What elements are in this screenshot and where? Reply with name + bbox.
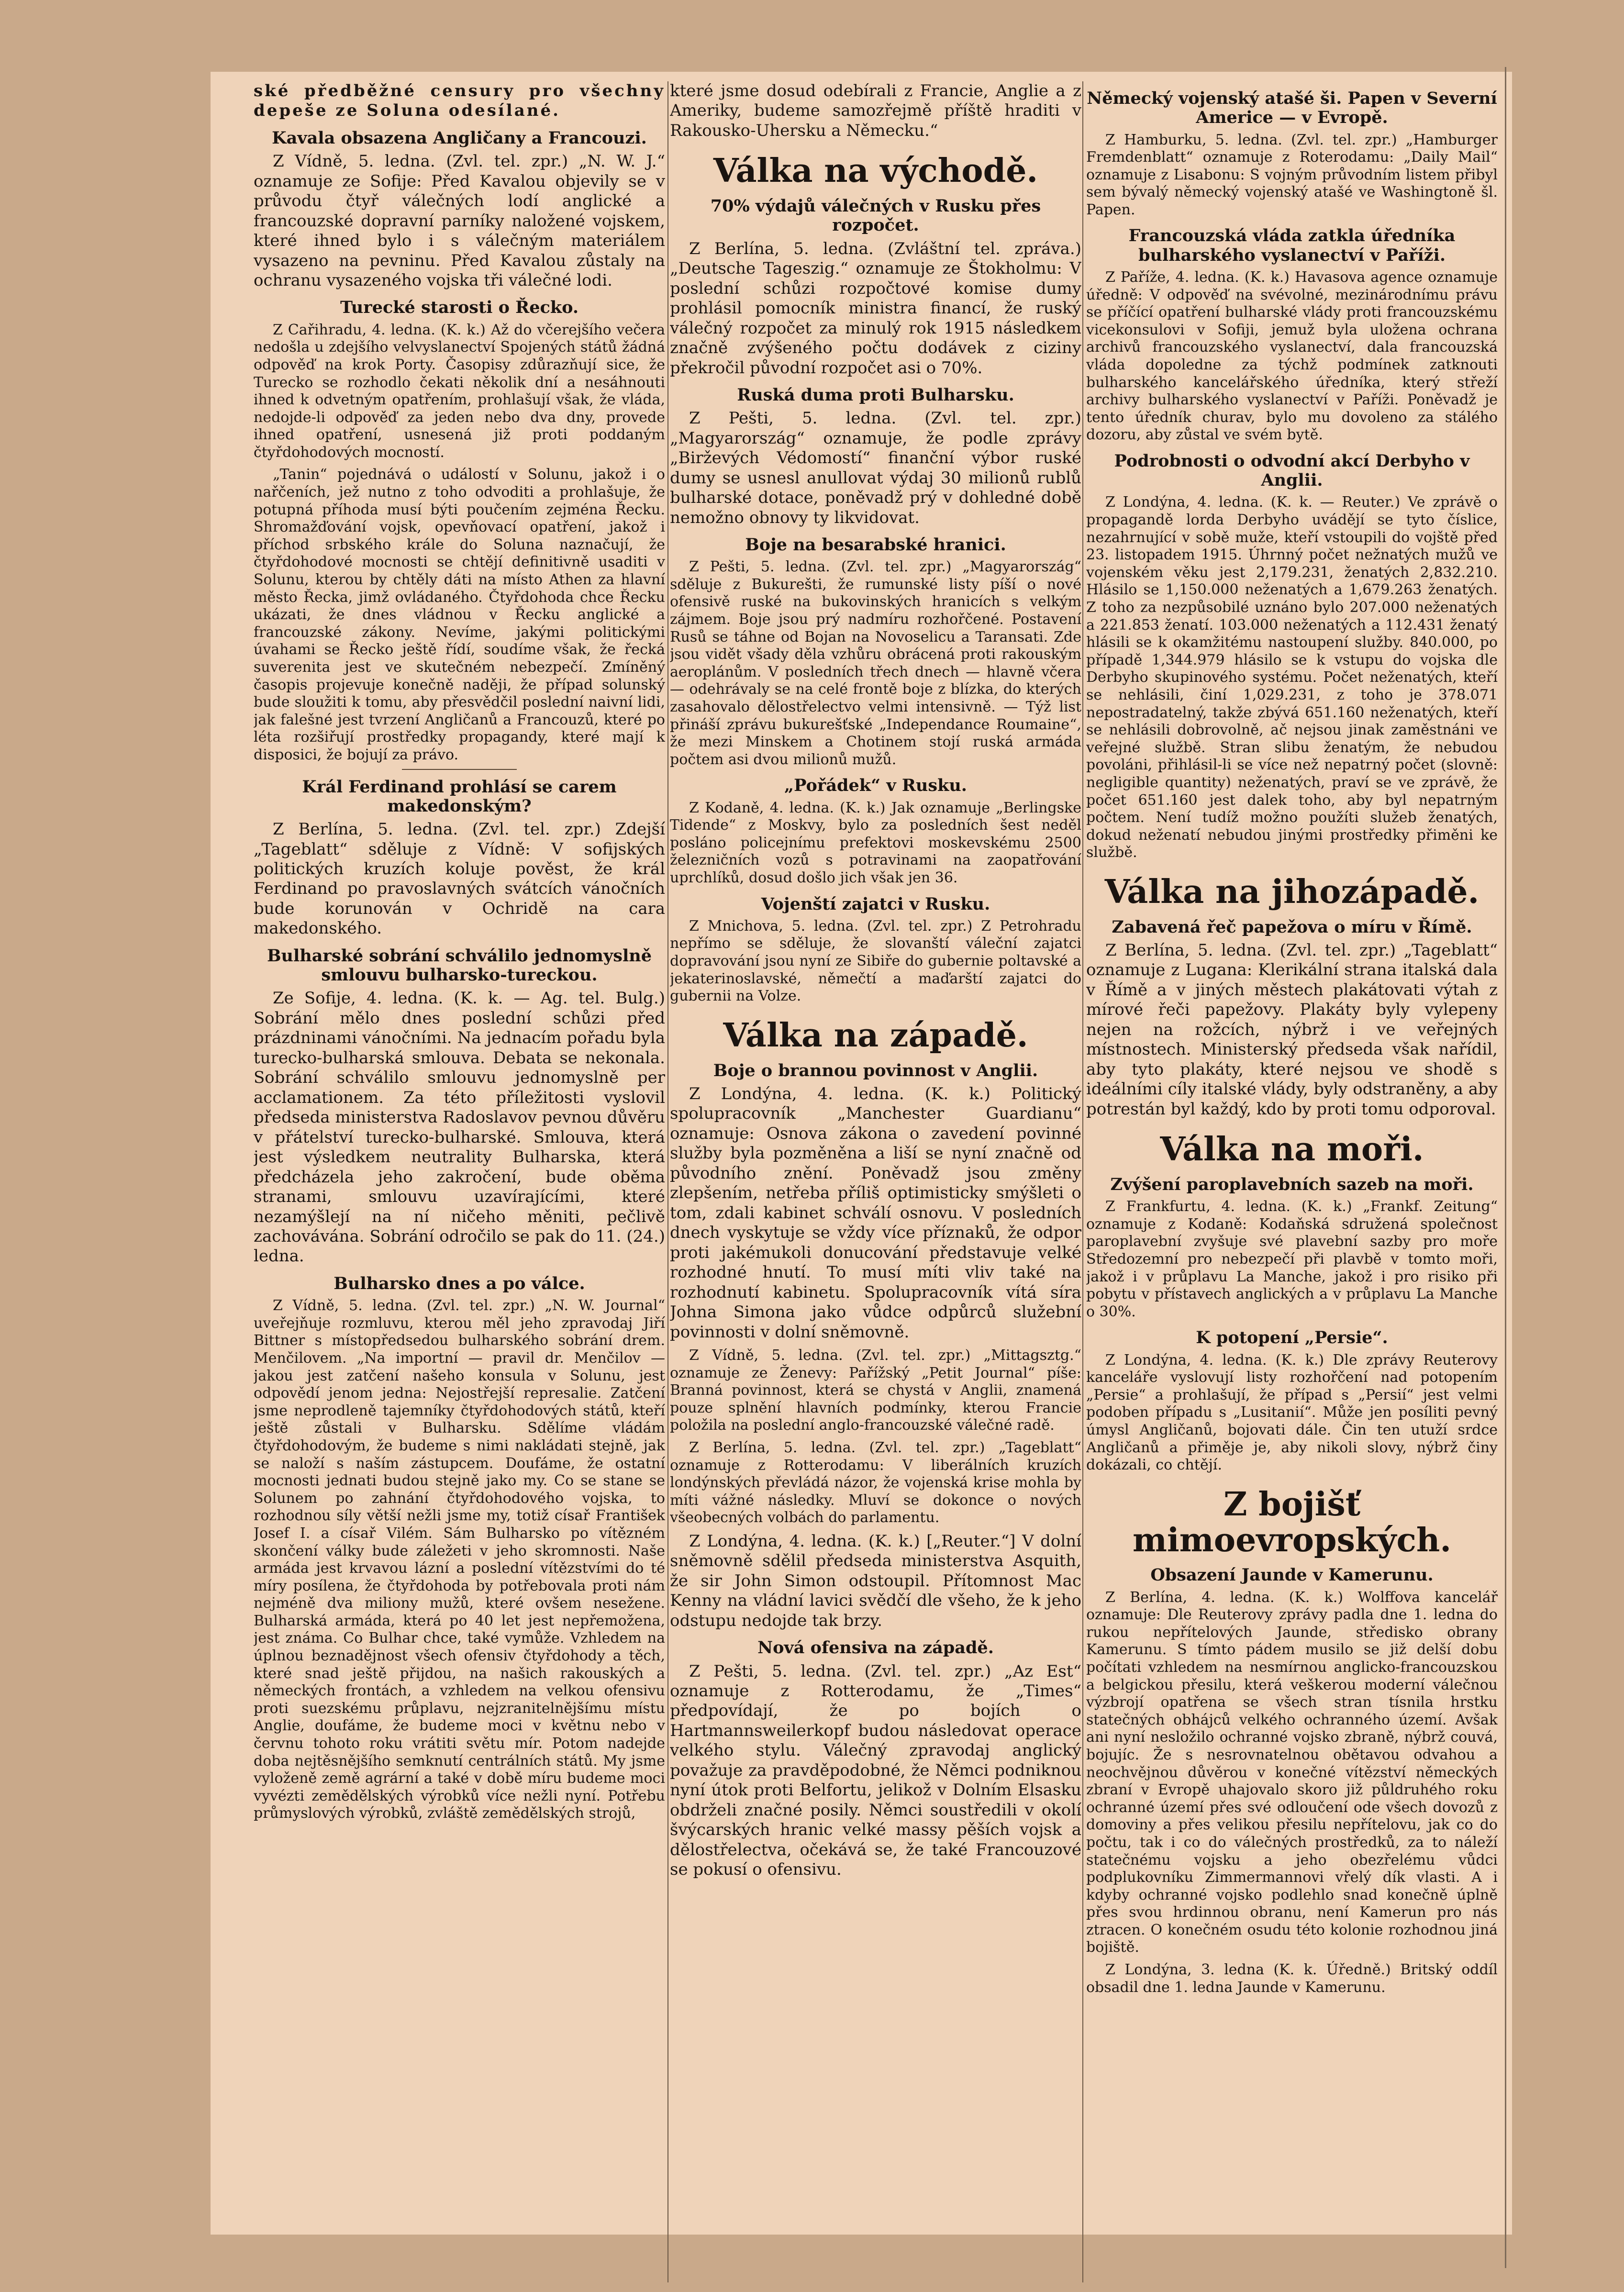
headline: Zvýšení paroplavebních sazeb na moři. <box>1110 1174 1474 1194</box>
article-text: Z Londýna, 4. ledna. (K. k.) [„Reuter.“] V dolní sněmovně sdělil předseda ministerstva Asquith, že sir John Simon odstoupil. Přítomnost Mac Kenny na vládní lavici svědčí dle všeho, že k jeho odstupu nedojde tak brzy. <box>670 1531 1081 1630</box>
section-title: Válka na jihozápadě. <box>1104 872 1479 911</box>
article-text: Z Berlína, 5. ledna. (Zvl. tel. zpr.) „Tageblatt“ oznamuje z Rotterodamu: V liberálních kruzích londýnských převládá názor, že vojenská krise mohla by míti vážné následky. Mluví se dokonce o nových všeobecných volbách do parlamentu. <box>670 1439 1081 1526</box>
headline: Zabavená řeč papežova o míru v Římě. <box>1112 917 1472 937</box>
headline: Kavala obsazena Angličany a Francouzi. <box>272 128 647 148</box>
article-text: Z Frankfurtu, 4. ledna. (K. k.) „Frankf. Zeitung“ oznamuje z Kodaně: Kodaňská sdružená společnost paroplavební zvyšuje své plavební sazby pro moře Středozemní pro nebezpečí při plavbě v tomto moři, jakož i v průplavu La Manche, jakož i pro risiko při pobytu v přístavech anglických a v průplavu La Manche o 30%. <box>1086 1198 1498 1320</box>
article-text: Z Berlína, 5. ledna. (Zvl. tel. zpr.) „Tageblatt“ oznamuje z Lugana: Klerikální strana italská dala v Římě a v jiných městech plakátovati výtah z mírové řeči papežovy. Plakáty byly vylepeny nejen na rožcích, nýbrž i ve veřejných místnostech. Ministerský předseda však nařídil, aby tyto plakáty, které nejsou ve shodě s ideálními cíly italské vlády, byly odstraněny, a aby potrestán byl každý, kdo by proti tomu odporoval. <box>1086 940 1498 1119</box>
headline: Německý vojenský atašé ši. Papen v Severní Americe — v Evropě. <box>1087 89 1497 128</box>
headline: 70% výdajů válečných v Rusku přes rozpočet. <box>710 196 1041 235</box>
section-title: Válka na západě. <box>723 1016 1028 1055</box>
article-text: Z Londýna, 4. ledna. (K. k.) Politický spolupracovník „Manchester Guardianu“ oznamuje: Osnova zákona o zavedení povinné služby byla pozměněna a liší se nyní značně od původního znění. Poněvadž jsou změny zlepšením, netřeba příliš optimisticky smýšleti o tom, zdali kabinet schválí osnovu. V posledních dnech vyskytuje se vždy více příznaků, že odpor proti jakémukoli donucování představuje velké rozhodné hnutí. To musí míti vliv také na rozhodnutí kabinetu. Spolupracovník vítá síra Johna Simona jako vůdce odpůrců služební povinnosti v dolní sněmovně. <box>670 1084 1081 1342</box>
headline: „Pořádek“ v Rusku. <box>784 776 967 796</box>
headline: Bulharsko dnes a po válce. <box>334 1273 585 1293</box>
headline: Boje na besarabské hranici. <box>745 535 1006 555</box>
column-1 <box>254 81 665 2292</box>
headline: Bulharské sobrání schválilo jednomyslně smlouvu bulharsko-tureckou. <box>267 946 652 985</box>
article-text: Ze Sofije, 4. ledna. (K. k. — Ag. tel. Bulg.) Sobrání mělo dnes poslední schůzi před prázdninami vánočními. Na jednacím pořadu byla turecko-bulharská smlouva. Debata se nekonala. Sobrání schválilo smlouvu jednomyslně per acclamationem. Za této příležitosti vyslovil předseda ministerstva Radoslavov pevnou důvěru v přátelství turecko-bulharské. Smlouva, která jest výsledkem neutrality Bulharska, která předcházela jeho zakročení, bude oběma stranami, smlouvu uzavírajícími, které nezamýšlejí na ní ničeho měniti, pečlivě zachovávána. Sobrání odročilo se pak do 11. (24.) ledna. <box>254 989 665 1266</box>
article-text: Z Pešti, 5. ledna. (Zvl. tel. zpr.) „Magyarország“ oznamuje, že podle zprávy „Birževých Védomostí“ finanční výbor ruské dumy se usnesl anullovat výdaj 30 milionů rublů bulharské dotace, poněvadž prý v dohledné době nemožno obnovy ty likvidovat. <box>670 409 1081 527</box>
column-2 <box>670 81 1081 2292</box>
article-text: Z Kodaně, 4. ledna. (K. k.) Jak oznamuje „Berlingske Tidende“ z Moskvy, bylo za posledních šest neděl posláno policejnímu prefektovi moskevskému 2500 železničních vozů s potravinami na zaopatřování uprchlíků, dosud došlo jich však jen 36. <box>670 799 1081 887</box>
headline: K potopení „Persie“. <box>1196 1328 1388 1348</box>
article-text: Z Londýna, 4. ledna. (K. k.) Dle zprávy Reuterovy kanceláře vyslovují listy rozhořčení nad potopením „Persie“ a prohlašují, že případ s „Persií“ jest velmi podoben případu s „Lusitanií“. Může jen posíliti pevný úmysl Angličanů, bojovati dále. Čin ten utuží srdce Angličanů a přiměje je, aby nikoli slovy, nýbrž činy dokázali, co chtějí. <box>1086 1351 1498 1474</box>
article-text: Z Berlína, 5. ledna. (Zvláštní tel. zpráva.) „Deutsche Tageszig.“ oznamuje ze Štokholmu: V poslední schůzi rozpočtové komise dumy prohlásil pomocník ministra financí, že ruský válečný rozpočet za minulý rok 1915 následkem značně zvýšeného počtu dodávek z ciziny překročil původní rozpočet asi o 70%. <box>670 239 1081 378</box>
article-text: Z Berlína, 5. ledna. (Zvl. tel. zpr.) Zdejší „Tageblatt“ sděluje z Vídně: V sofijských politických kruzích koluje pověst, že král Ferdinand po pravoslavných svátcích vánočních bude korunován v Ochridě na cara makedonského. <box>254 820 665 938</box>
article-text: „Tanin“ pojednává o událostí v Solunu, jakož i o nařčeních, jež nutno z toho odvoditi a prohlašuje, že potupná příhoda musí býti poučením zejména Řecku. Shromažďování vojsk, opevňovací opatření, jakož i příchod srbského krále do Soluna naznačují, že čtyřdohodové mocnosti se chtějí definitivně usaditi v Solunu, kterou by chtěly dáti na místo Athen za hlavní město Řecka, jimž ovládaného. Čtyřdohoda chce Řecku ukázati, že dnes vládnou v Řecku anglické a francouzské zákony. Nevíme, jakými politickými úvahami se Řecko ještě řídí, soudíme však, že řecká suverenita jest ve skutečném nebezpečí. Zmíněný časopis projevuje konečně naději, že případ solunský bude sloužiti k tomu, aby přesvědčil poslední naivní lidi, jak falešné jest tvrzení Angličanů a Francouzů, které po léta rozšiřují prostředky propagandy, které mají k disposici, že bojují za právo. <box>254 466 665 763</box>
divider <box>402 769 517 770</box>
intro-text: ské předběžné censury pro všechny depeše ze Soluna odesílané. <box>254 81 665 121</box>
headline: Král Ferdinand prohlásí se carem makedonským? <box>302 777 617 816</box>
article-text: Z Cařihradu, 4. ledna. (K. k.) Až do včerejšího večera nedošla u zdejšího velvyslanectví Spojených států žádná odpověď na krok Porty. Časopisy zdůrazňují sice, že Turecko se rozhodlo čekati několik dní a nesáhnouti ihned k odvetným opatřením, prohlašují však, že vláda, nedojde-li odpověď za jeden nebo dva dny, provede ihned opatření, usnesená již proti poddaným čtyřdohodových mocností. <box>254 321 665 461</box>
article-text: Z Paříže, 4. ledna. (K. k.) Havasova agence oznamuje úředně: V odpověď na svévolné, mezinárodnímu právu se příčící opatření bulharské vlády proti francouzskému vicekonsulovi v Sofiji, jemuž byla uložena ochrana archivů francouzského vyslanectví, dala francouzská vláda dopoledne za týchž podmínek zatknouti bulharského kancelářského úředníka, který střeží archivy bulharského vyslanectví v Paříži. Poněvadž je tento úředník churav, bylo mu dovoleno za stálého dozoru, aby zůstal ve svém bytě. <box>1086 268 1498 444</box>
article-text: které jsme dosud odebírali z Francie, Anglie a z Ameriky, budeme samozřejmě příště hraditi v Rakousko-Uhersku a Německu.“ <box>670 81 1081 140</box>
headline: Podrobnosti o odvodní akcí Derbyho v Anglii. <box>1114 451 1470 490</box>
column-rule <box>667 81 668 2282</box>
column-rule <box>1082 81 1083 2282</box>
headline: Francouzská vláda zatkla úředníka bulharského vyslanectví v Paříži. <box>1128 226 1456 265</box>
headline: Ruská duma proti Bulharsku. <box>737 385 1014 405</box>
section-title: Válka na moři. <box>1160 1130 1424 1169</box>
article-text: Z Hamburku, 5. ledna. (Zvl. tel. zpr.) „Hamburger Fremdenblatt“ oznamuje z Roterodamu: „Daily Mail“ oznamuje z Lisabonu: S vojným průvodním listem přibyl sem bývalý německý vojenský atašé ve Washingtoně šl. Papen. <box>1086 131 1498 218</box>
column-3 <box>1086 81 1498 2292</box>
article-text: Z Londýna, 4. ledna. (K. k. — Reuter.) Ve zprávě o propagandě lorda Derbyho uvádějí se tyto číslice, nezahrnující v sobě muže, kteří vstoupili do vojště před 23. listopadem 1915. Úhrnný počet nežnatých mužů ve vojenském věku jest 2,179.231, ženatých 2,832.210. Hlásilo se 1,150.000 neženatých a 1,679.263 ženatých. Z toho za nezpůsobilé uznáno bylo 207.000 neženatých a 221.853 ženatí. 103.000 neženatých a 112.431 ženatý hlásili se k okamžitému nastoupení služby. 840.000, po případě 1,344.979 hlásilo se k vstupu do vojska dle Derbyho skupinového systému. Počet neženatých, kteří se nehlásili, činí 1,029.231, z toho je 378.071 nepostradatelný, takže zbývá 651.160 neženatých, kteří se nehlásili dobrovolně, ač nejsou jinak zaměstnáni ve veřejné službě. Stran slibu ženatým, že nebudou povoláni, přihlásil-li se více než nepatrný počet (slovně: negligible quantity) neženatých, praví se ve zprávě, že počet 651.160 jest dalek toho, aby byl nepatrným počtem. Není tudíž možno použíti služeb ženatých, dokud neženatí nebudou jinými prostředky přiměni ke službě. <box>1086 494 1498 861</box>
headline: Vojenští zajatci v Rusku. <box>761 894 990 914</box>
headline: Nová ofensiva na západě. <box>757 1638 994 1658</box>
article-text: Z Vídně, 5. ledna. (Zvl. tel. zpr.) „N. W. Journal“ uveřejňuje rozmluvu, kterou měl jeho zpravodaj Jiří Bittner s místopředsedou bulharského sobrání drem. Menčilovem. „Na importní — pravil dr. Menčilov — jakou jest zatčení našeho konsula v Solunu, jest odpovědí jenom jedna: Nejostřejší represalie. Zatčení jsme neprodleně tajemníky čtyřdohodových států, kteří ještě zůstali v Bulharsku. Sdělíme vládám čtyřdohodovým, že budeme s nimi nakládati stejně, jak se naloží s naším zástupcem. Doufáme, že ostatní mocnosti jednati budou stejně jako my. Co se stane se Solunem po zahnání čtyřdohodového vojska, to rozhodnou síly větší nežli jsme my, totiž císař František Josef I. a císař Vilém. Sám Bulharsko po vítězném skončení války bude záležeti v jeho skromnosti. Naše armáda jest krvavou lázní a poslední vítězstvími do té míry posílena, že čtyřdohoda by potřebovala proti nám nejméně dva miliony mužů, které ovšem nesežene. Bulharská armáda, která po 40 let jest nepřemožena, jest známa. Co Bulhar chce, také vymůže. Vzhledem na úplnou beznadějnost všech ofensiv čtyřdohody a těch, které snad ještě přijdou, na našich rakouských a německých frontách, a vzhledem na velkou ofensivu proti suezskému průplavu, nejzranitelnějšímu místu Anglie, doufáme, že budeme moci v květnu nebo v červnu tohoto roku vrátiti světu mír. Potom nadejde doba nejtěsnějšího semknutí centrálních států. My jsme vyloženě země agrární a také v době míru budeme moci vyvézti zemědělských výrobků více nežli nyní. Potřebu průmyslových výrobků, zvláště zemědělských strojů, <box>254 1297 665 1822</box>
headline: Obsazení Jaunde v Kamerunu. <box>1150 1565 1434 1585</box>
headline: Boje o brannou povinnost v Anglii. <box>713 1060 1038 1080</box>
headline: Turecké starosti o Řecko. <box>340 298 579 318</box>
page-edge <box>1505 67 1506 2268</box>
section-title: Z bojišť mimoevropských. <box>1132 1485 1452 1559</box>
section-title: Válka na východě. <box>713 152 1038 190</box>
article-text: Z Mnichova, 5. ledna. (Zvl. tel. zpr.) Z Petrohradu nepřímo se sděluje, že slovanští váleční zajatci dopravování jsou nyní ze Sibiře do gubernie poltavské a jekaterinoslavské, němečtí a maďarští zajatci do gubernii na Volze. <box>670 917 1081 1005</box>
article-text: Z Berlína, 4. ledna. (K. k.) Wolffova kancelář oznamuje: Dle Reuterovy zprávy padla dne 1. ledna do rukou nepřítelových Jaunde, středisko obrany Kamerunu. S tímto pádem musilo se již delší dobu počítati vzhledem na nesmírnou anglicko-francouzskou a belgickou přesilu, která veškerou moderní válečnou výzbrojí opatřena se všech stran tísnila hrstku statečných obhájců velkého ochranného území. Avšak ani nyní nesložilo ochranné vojsko zbraně, nýbrž couvá, bojujíc. Že s nesrovnatelnou obětavou odvahou a neochvějnou důvěrou v konečné vítězství německých zbraní v Evropě uhajovalo skoro již půldruhého roku ochranné území přes své odloučení ode všech dovozů z domoviny a přes velikou přesilu nepřítelovu, jak co do počtu, tak i co do válečných prostředků, za to náleží statečnému vojsku a jeho obezřelému vůdci podplukovníku Zimmermannovi vřelý dík vlasti. A i kdyby ochranné vojsko podlehlo snad konečně úplně přes svou hrdinnou obranu, není Kamerun pro nás ztracen. O konečném osudu této kolonie rozhodnou jiná bojiště. <box>1086 1589 1498 1956</box>
article-text: Z Pešti, 5. ledna. (Zvl. tel. zpr.) „Az Est“ oznamuje z Rotterodamu, že „Times“ předpovídají, že po bojích o Hartmannsweilerkopf budou následovat operace velkého stylu. Válečný zpravodaj anglický považuje za pravděpodobné, že Němci podniknou nyní útok proti Belfortu, jelikož v Dolním Elsasku obdrželi značné posily. Němci soustředili v okolí švýcarských hranic velké massy pěších vojsk a dělostřelectva, očekává se, že také Francouzové se pokusí o ofensivu. <box>670 1661 1081 1880</box>
article-text: Z Vídně, 5. ledna. (Zvl. tel. zpr.) „Mittagsztg.“ oznamuje ze Ženevy: Pařížský „Petit Journal“ píše: Branná povinnost, která se chystá v Anglii, znamená pouze splnění hlavních podmínky, kterou Francie položila na poslední anglo-francouzské válečné radě. <box>670 1347 1081 1434</box>
article-text: Z Pešti, 5. ledna. (Zvl. tel. zpr.) „Magyarország“ sděluje z Bukurešti, že rumunské listy píší o nové ofensivě ruské na bukovinských hranicích s velkým zájmem. Boje jsou prý nadmíru rozhořčené. Postavení Rusů se táhne od Bojan na Novoselicu a Taransati. Zde jsou vidět všady děla vzhůru obrácená proti rakouským aeroplánům. V posledních třech dnech — hlavně včera — odehrávaly se na celé frontě boje z blízka, do kterých zasahovalo dělostřelectvo velmi intensivně. — Týž list přináší zprávu bukurešťské „Independance Roumaine“, že mezi Minskem a Chotinem stojí ruská armáda počtem asi dvou milionů mužů. <box>670 558 1081 768</box>
article-text: Z Vídně, 5. ledna. (Zvl. tel. zpr.) „N. W. J.“ oznamuje ze Sofije: Před Kavalou objevily se v průvodu čtyř válečných lodí anglické a francouzské dopravní parníky naložené vojskem, které ihned bylo i s válečným materiálem vysazeno na pevninu. Před Kavalou zůstaly na ochranu vysazeného vojska tři válečné lodi. <box>254 152 665 290</box>
article-text: Z Londýna, 3. ledna (K. k. Úředně.) Britský oddíl obsadil dne 1. ledna Jaunde v Kamerunu. <box>1086 1961 1498 1996</box>
